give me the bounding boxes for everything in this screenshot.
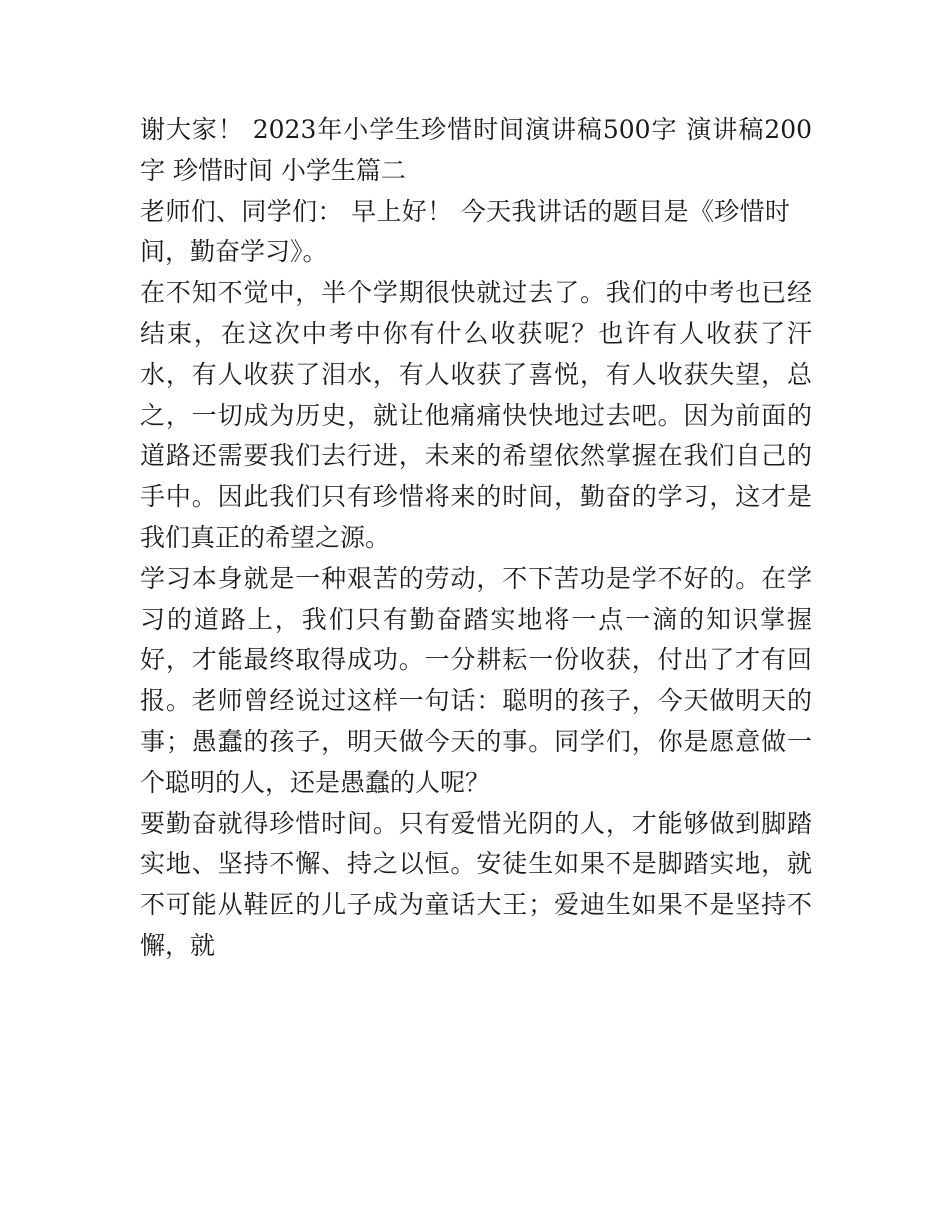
paragraph-greeting: 老师们、同学们： 早上好！ 今天我讲话的题目是《珍惜时间，勤奋学习》。 — [140, 196, 790, 267]
document-body — [140, 110, 812, 967]
paragraph-study: 学习本身就是一种艰苦的劳动，不下苦功是学不好的。在学习的道路上，我们只有勤奋踏实地将一点一滴的知识掌握好，才能最终取得成功。一分耕耘一份收获，付出了才有回报。老师曾经说过这样一句话：聪明的孩子，今天做明天的事；愚蠢的孩子，明天做今天的事。同学们，你是愿意做一个聪明的人，还是愚蠢的人呢？ — [140, 563, 812, 797]
paragraph-diligence: 要勤奋就得珍惜时间。只有爱惜光阴的人，才能够做到脚踏实地、坚持不懈、持之以恒。安徒生如果不是脚踏实地，就不可能从鞋匠的儿子成为童话大王；爱迪生如果不是坚持不懈，就 — [140, 808, 812, 960]
paragraph-title: 谢大家！ 2023年小学生珍惜时间演讲稿500字 演讲稿200字 珍惜时间 小学生篇二 — [140, 115, 812, 185]
paragraph-exam: 在不知不觉中，半个学期很快就过去了。我们的中考也已经结束，在这次中考中你有什么收获呢？也许有人收获了汗水，有人收获了泪水，有人收获了喜悦，有人收获失望，总之，一切成为历史，就让他痛痛快快地过去吧。因为前面的道路还需要我们去行进，未来的希望依然掌握在我们自己的手中。因此我们只有珍惜将来的时间，勤奋的学习，这才是我们真正的希望之源。 — [140, 278, 812, 552]
